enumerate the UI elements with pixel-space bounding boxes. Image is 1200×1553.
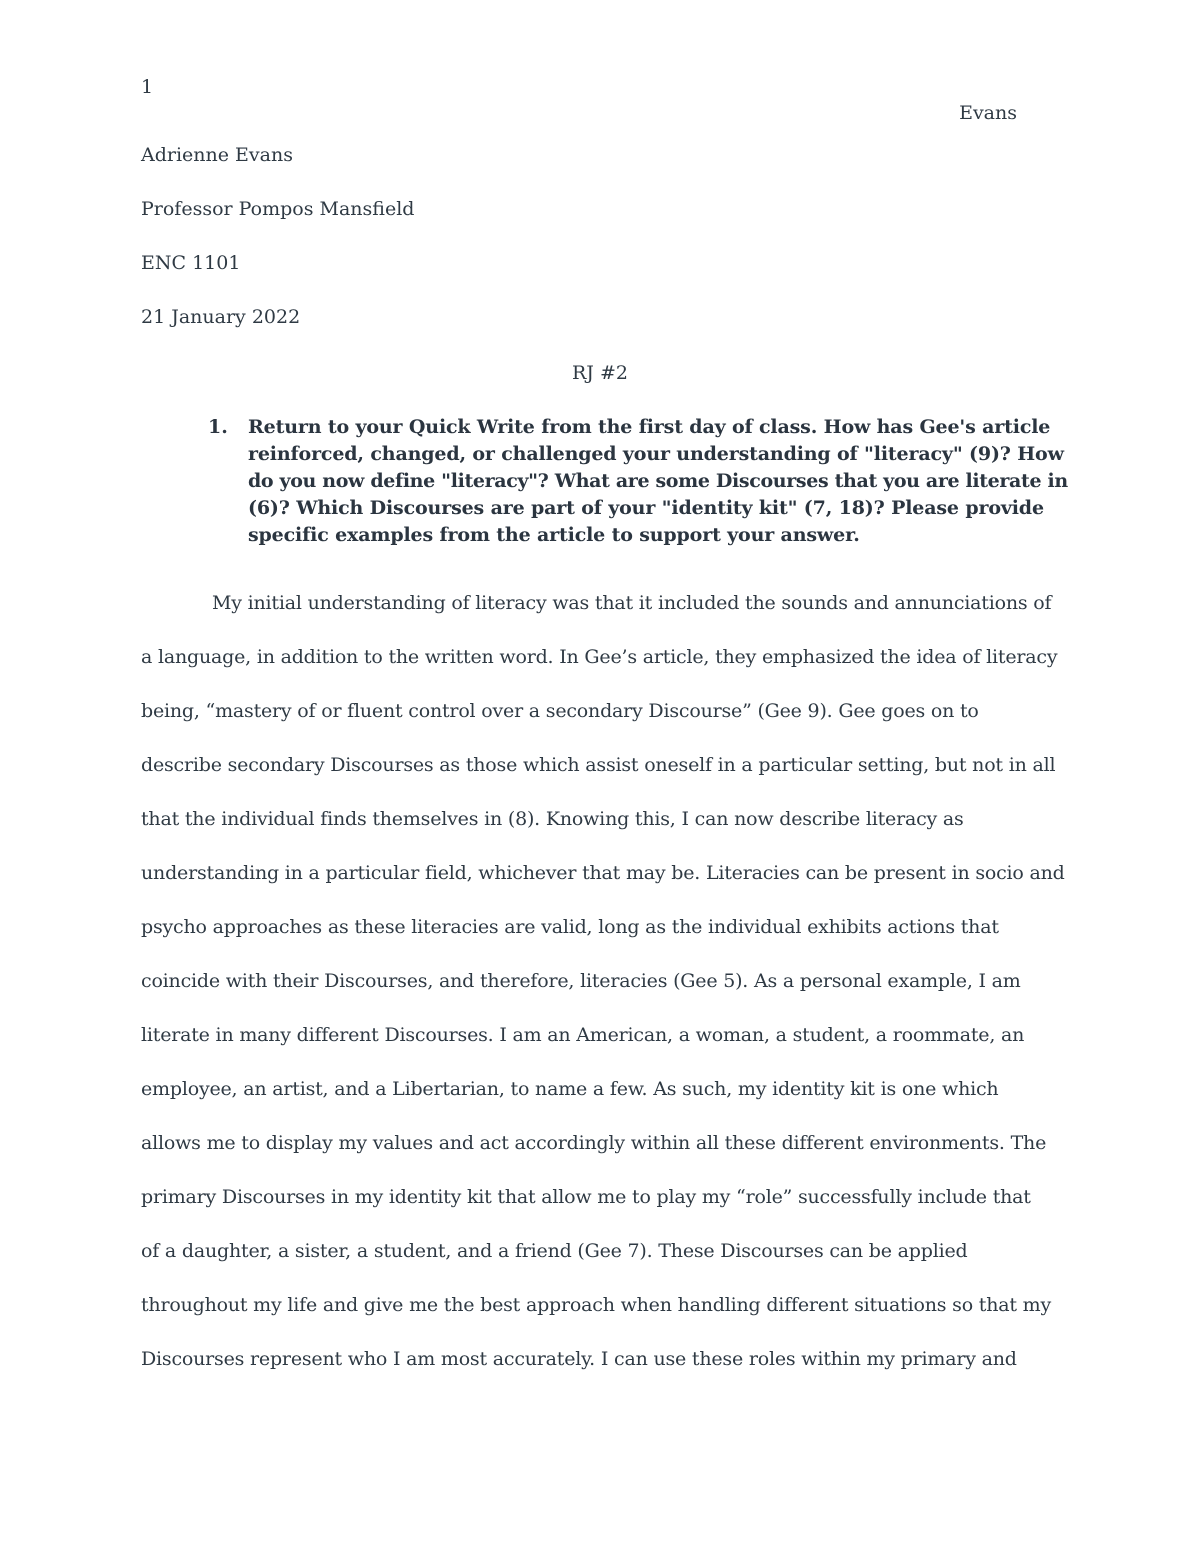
body-line: employee, an artist, and a Libertarian, to name a few. As such, my identity kit is one which	[141, 1078, 999, 1100]
question-line: do you now define "literacy"? What are some Discourses that you are literate in	[248, 470, 1068, 492]
professor-name: Professor Pompos Mansfield	[141, 198, 415, 220]
course-name: ENC 1101	[141, 252, 241, 274]
document-title: RJ #2	[572, 362, 628, 384]
body-line: Discourses represent who I am most accurately. I can use these roles within my primary and	[141, 1348, 1017, 1370]
question-line: specific examples from the article to support your answer.	[248, 524, 860, 546]
running-head: Evans	[959, 102, 1017, 124]
question-line: (6)? Which Discourses are part of your "identity kit" (7, 18)? Please provide	[248, 497, 1044, 519]
question-line: reinforced, changed, or challenged your understanding of "literacy" (9)? How	[248, 443, 1064, 465]
body-line: that the individual finds themselves in (8). Knowing this, I can now describe literacy as	[141, 808, 964, 830]
body-line: of a daughter, a sister, a student, and a friend (Gee 7). These Discourses can be applied	[141, 1240, 968, 1262]
question-line: Return to your Quick Write from the first day of class. How has Gee's article	[248, 416, 1051, 438]
page-number: 1	[141, 76, 154, 98]
body-line: understanding in a particular field, whichever that may be. Literacies can be present in socio and	[141, 862, 1065, 884]
body-line: allows me to display my values and act accordingly within all these different environments. The	[141, 1132, 1047, 1154]
body-line: My initial understanding of literacy was that it included the sounds and annunciations of	[212, 592, 1052, 614]
date: 21 January 2022	[141, 306, 301, 328]
body-line: throughout my life and give me the best approach when handling different situations so that my	[141, 1294, 1051, 1316]
prompt-question	[208, 414, 1068, 549]
body-paragraph	[141, 576, 1071, 1386]
body-line: psycho approaches as these literacies are valid, long as the individual exhibits actions that	[141, 916, 999, 938]
body-line: describe secondary Discourses as those which assist oneself in a particular setting, but not in all	[141, 754, 1056, 776]
body-line: literate in many different Discourses. I am an American, a woman, a student, a roommate, an	[141, 1024, 1025, 1046]
mla-heading	[141, 142, 1061, 358]
body-line: a language, in addition to the written word. In Gee’s article, they emphasized the idea of literacy	[141, 646, 1058, 668]
question-text	[248, 414, 1068, 549]
student-name: Adrienne Evans	[141, 144, 293, 166]
body-line: coincide with their Discourses, and therefore, literacies (Gee 5). As a personal example, I am	[141, 970, 1021, 992]
body-line: being, “mastery of or fluent control over a secondary Discourse” (Gee 9). Gee goes on to	[141, 700, 979, 722]
body-line: primary Discourses in my identity kit that allow me to play my “role” successfully include that	[141, 1186, 1031, 1208]
question-number: 1.	[208, 416, 228, 438]
